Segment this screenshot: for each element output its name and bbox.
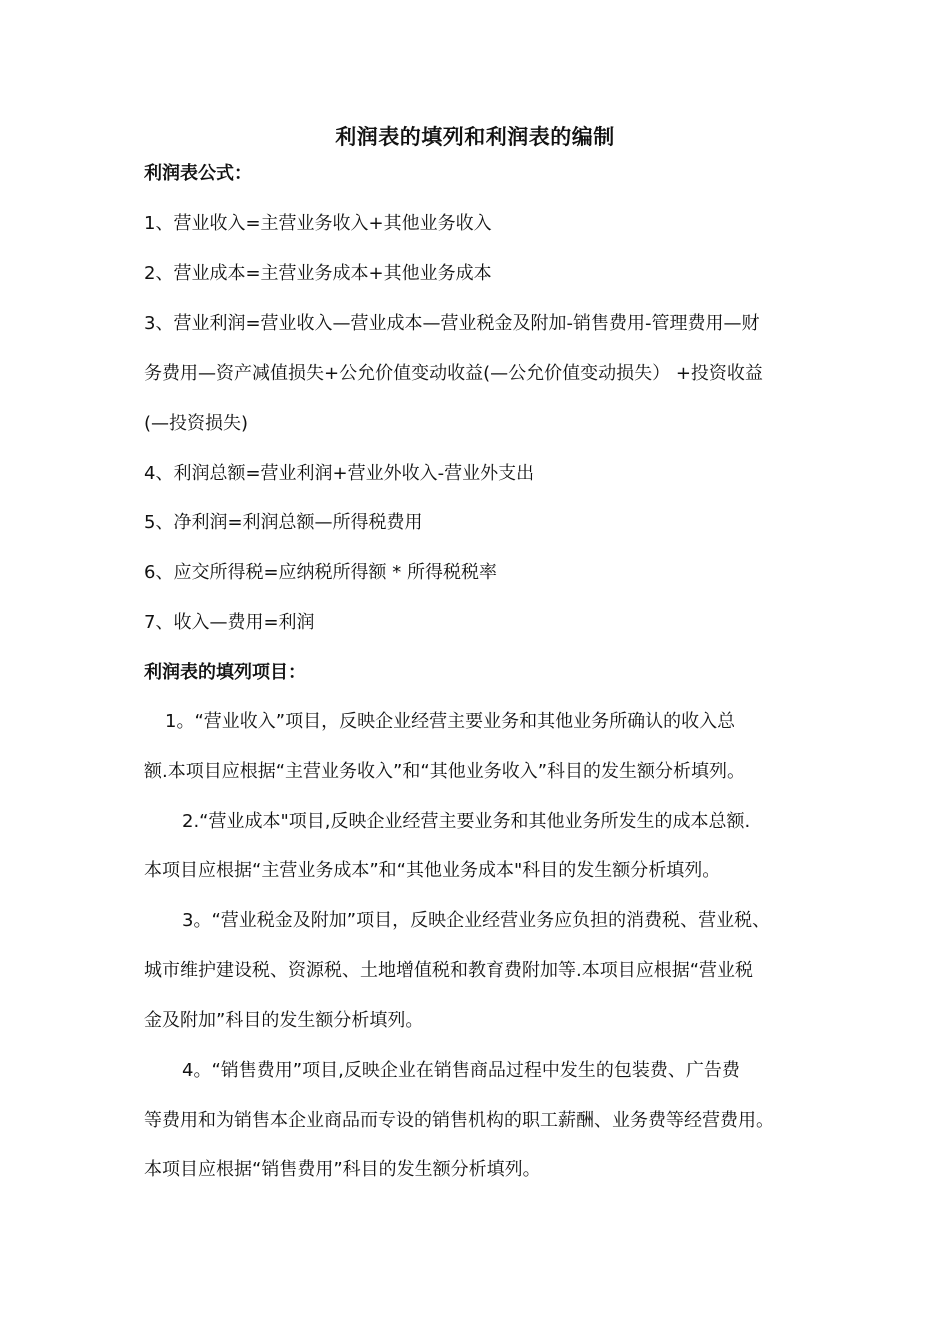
formula-line: 2、营业成本=主营业务成本+其他业务成本 (144, 263, 492, 284)
item-paragraph-line: 1。“营业收入”项目，反映企业经营主要业务和其他业务所确认的收入总 (165, 711, 736, 732)
formula-line: 6、应交所得税=应纳税所得额 * 所得税税率 (144, 562, 497, 583)
item-paragraph-line: 本项目应根据“主营业务成本”和“其他业务成本"科目的发生额分析填列。 (144, 860, 721, 881)
formula-line: (—投资损失) (144, 413, 249, 434)
item-paragraph-line: 本项目应根据“销售费用”科目的发生额分析填列。 (144, 1159, 541, 1180)
formula-line: 4、利润总额=营业利润+营业外收入-营业外支出 (144, 463, 535, 484)
formula-line: 务费用—资产减值损失+公允价值变动收益(—公允价值变动损失） +投资收益 (144, 363, 763, 384)
item-paragraph-line: 等费用和为销售本企业商品而专设的销售机构的职工薪酬、业务费等经营费用。 (144, 1110, 774, 1131)
item-paragraph-line: 金及附加”科目的发生额分析填列。 (144, 1010, 424, 1031)
section-heading-formulas: 利润表公式： (144, 163, 252, 184)
section-heading-items: 利润表的填列项目： (144, 662, 306, 683)
formula-line: 1、营业收入=主营业务收入+其他业务收入 (144, 213, 492, 234)
item-paragraph-line: 额.本项目应根据“主营业务收入”和“其他业务收入”科目的发生额分析填列。 (144, 761, 746, 782)
document-title: 利润表的填列和利润表的编制 (335, 125, 615, 149)
item-paragraph-line: 4。“销售费用”项目,反映企业在销售商品过程中发生的包装费、广告费 (182, 1060, 740, 1081)
item-paragraph-line: 城市维护建设税、资源税、土地增值税和教育费附加等.本项目应根据“营业税 (144, 960, 754, 981)
item-paragraph-line: 3。“营业税金及附加”项目，反映企业经营业务应负担的消费税、营业税、 (182, 910, 771, 931)
formula-line: 3、营业利润=营业收入—营业成本—营业税金及附加-销售费用-管理费用—财 (144, 313, 760, 334)
formula-line: 5、净利润=利润总额—所得税费用 (144, 512, 423, 533)
item-paragraph-line: 2.“营业成本"项目,反映企业经营主要业务和其他业务所发生的成本总额. (182, 811, 751, 832)
formula-line: 7、收入—费用=利润 (144, 612, 315, 633)
